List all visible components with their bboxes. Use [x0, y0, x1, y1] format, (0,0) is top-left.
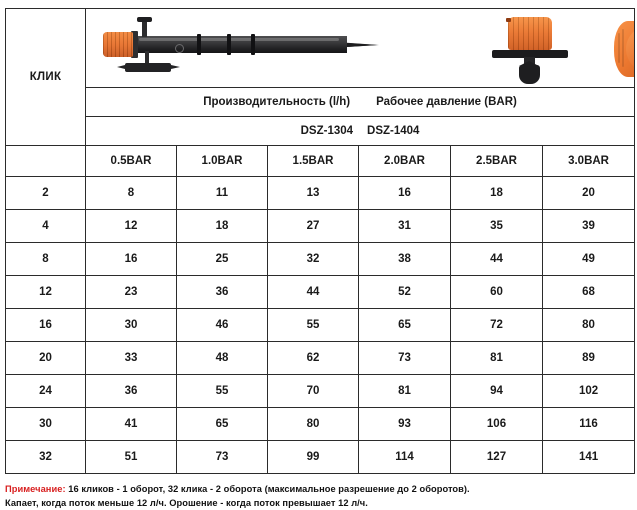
flow-value: 106: [451, 408, 543, 441]
orange-adjust-cap: [103, 32, 133, 57]
flow-value: 65: [177, 408, 268, 441]
flow-value: 39: [543, 210, 635, 243]
flow-value: 55: [177, 375, 268, 408]
flow-value: 35: [451, 210, 543, 243]
metric-band-row: [6, 88, 635, 117]
adjustable-stake-dripper-image: [101, 17, 369, 79]
footer-note: [5, 483, 637, 510]
flow-value: 25: [177, 243, 268, 276]
orange-button-cap: [508, 17, 552, 50]
pressure-header-spacer: [6, 146, 86, 177]
flow-value: 44: [268, 276, 359, 309]
note-text-1: 16 кликов - 1 оборот, 32 клика - 2 оборота (максимальное разрешение до 2 оборотов).: [68, 484, 469, 494]
flow-value: 36: [86, 375, 177, 408]
flow-value: 48: [177, 342, 268, 375]
flow-value: 20: [543, 177, 635, 210]
click-value: 16: [6, 309, 86, 342]
flow-value: 55: [268, 309, 359, 342]
click-value: 8: [6, 243, 86, 276]
model-band-row: [6, 117, 635, 146]
flow-value: 127: [451, 441, 543, 474]
flow-value: 116: [543, 408, 635, 441]
spec-sheet: [0, 8, 637, 507]
pressure-header-5: 3.0BAR: [543, 146, 635, 177]
flow-value: 11: [177, 177, 268, 210]
cap-rib: [622, 29, 624, 67]
cap-notch: [506, 18, 511, 22]
flow-value: 23: [86, 276, 177, 309]
click-value: 20: [6, 342, 86, 375]
model-band-inner: [86, 117, 634, 145]
table-row: [6, 375, 635, 408]
flow-value: 12: [86, 210, 177, 243]
note-line-1: [5, 483, 637, 497]
pressure-header-4: 2.5BAR: [451, 146, 543, 177]
flow-value: 41: [86, 408, 177, 441]
flow-value: 49: [543, 243, 635, 276]
flow-rate-label: Производительность (l/h): [203, 96, 350, 108]
flow-value: 72: [451, 309, 543, 342]
flow-value: 46: [177, 309, 268, 342]
table-row: [6, 210, 635, 243]
stake-highlight: [139, 38, 339, 41]
flow-value: 36: [177, 276, 268, 309]
metric-band-cell: [86, 88, 635, 117]
flow-value: 16: [86, 243, 177, 276]
flow-value: 99: [268, 441, 359, 474]
orange-cap-image: [606, 17, 634, 81]
model-number-2: DSZ-1404: [367, 125, 419, 137]
stake-rib: [197, 34, 201, 55]
flow-value: 52: [359, 276, 451, 309]
table-row: [6, 441, 635, 474]
dripper-barb: [519, 65, 540, 84]
flow-value: 81: [359, 375, 451, 408]
flow-value: 73: [177, 441, 268, 474]
flow-value: 33: [86, 342, 177, 375]
working-pressure-label: Рабочее давление (BAR): [376, 96, 517, 108]
flow-value: 60: [451, 276, 543, 309]
pressure-header-0: 0.5BAR: [86, 146, 177, 177]
table-row: [6, 309, 635, 342]
flow-value: 31: [359, 210, 451, 243]
click-value: 32: [6, 441, 86, 474]
model-band-cell: [86, 117, 635, 146]
table-row: [6, 177, 635, 210]
pressure-header-row: [6, 146, 635, 177]
flow-value: 38: [359, 243, 451, 276]
table-row: [6, 408, 635, 441]
stake-barb-connector: [125, 63, 171, 72]
flow-value: 62: [268, 342, 359, 375]
model-number-1: DSZ-1304: [301, 125, 353, 137]
flow-value: 114: [359, 441, 451, 474]
table-row: [6, 243, 635, 276]
flow-value: 30: [86, 309, 177, 342]
flow-value: 80: [543, 309, 635, 342]
flow-value: 18: [451, 177, 543, 210]
stake-port: [175, 44, 184, 53]
product-images-cell: [86, 9, 635, 88]
pressure-header-1: 1.0BAR: [177, 146, 268, 177]
flow-value: 141: [543, 441, 635, 474]
flow-value: 68: [543, 276, 635, 309]
click-value: 24: [6, 375, 86, 408]
click-column-header: КЛИК: [6, 9, 86, 146]
flow-value: 13: [268, 177, 359, 210]
product-image-strip: [86, 9, 634, 87]
stake-rib: [251, 34, 255, 55]
table-row: [6, 276, 635, 309]
flow-value: 73: [359, 342, 451, 375]
flow-value: 102: [543, 375, 635, 408]
button-dripper-image: [486, 15, 578, 85]
dripper-spec-table: [5, 8, 635, 474]
flow-value: 93: [359, 408, 451, 441]
flow-value: 51: [86, 441, 177, 474]
flow-value: 89: [543, 342, 635, 375]
flow-value: 27: [268, 210, 359, 243]
stake-top-stub-cap: [137, 17, 152, 22]
flow-value: 8: [86, 177, 177, 210]
pressure-header-2: 1.5BAR: [268, 146, 359, 177]
flow-value: 18: [177, 210, 268, 243]
table-row: [6, 342, 635, 375]
product-image-row: [6, 9, 635, 88]
flow-value: 32: [268, 243, 359, 276]
metric-band-inner: [86, 88, 634, 116]
click-value: 2: [6, 177, 86, 210]
note-label: Примечание:: [5, 484, 66, 494]
flow-value: 44: [451, 243, 543, 276]
click-value: 30: [6, 408, 86, 441]
note-line-2: Капает, когда поток меньше 12 л/ч. Орошение - когда поток превышает 12 л/ч.: [5, 497, 637, 510]
flow-value: 94: [451, 375, 543, 408]
flow-value: 70: [268, 375, 359, 408]
click-value: 4: [6, 210, 86, 243]
stake-tip: [347, 43, 377, 47]
stake-rib: [227, 34, 231, 55]
flow-value: 81: [451, 342, 543, 375]
flow-value: 16: [359, 177, 451, 210]
flow-value: 80: [268, 408, 359, 441]
cap-rib: [618, 33, 620, 63]
pressure-header-3: 2.0BAR: [359, 146, 451, 177]
flow-value: 65: [359, 309, 451, 342]
click-value: 12: [6, 276, 86, 309]
